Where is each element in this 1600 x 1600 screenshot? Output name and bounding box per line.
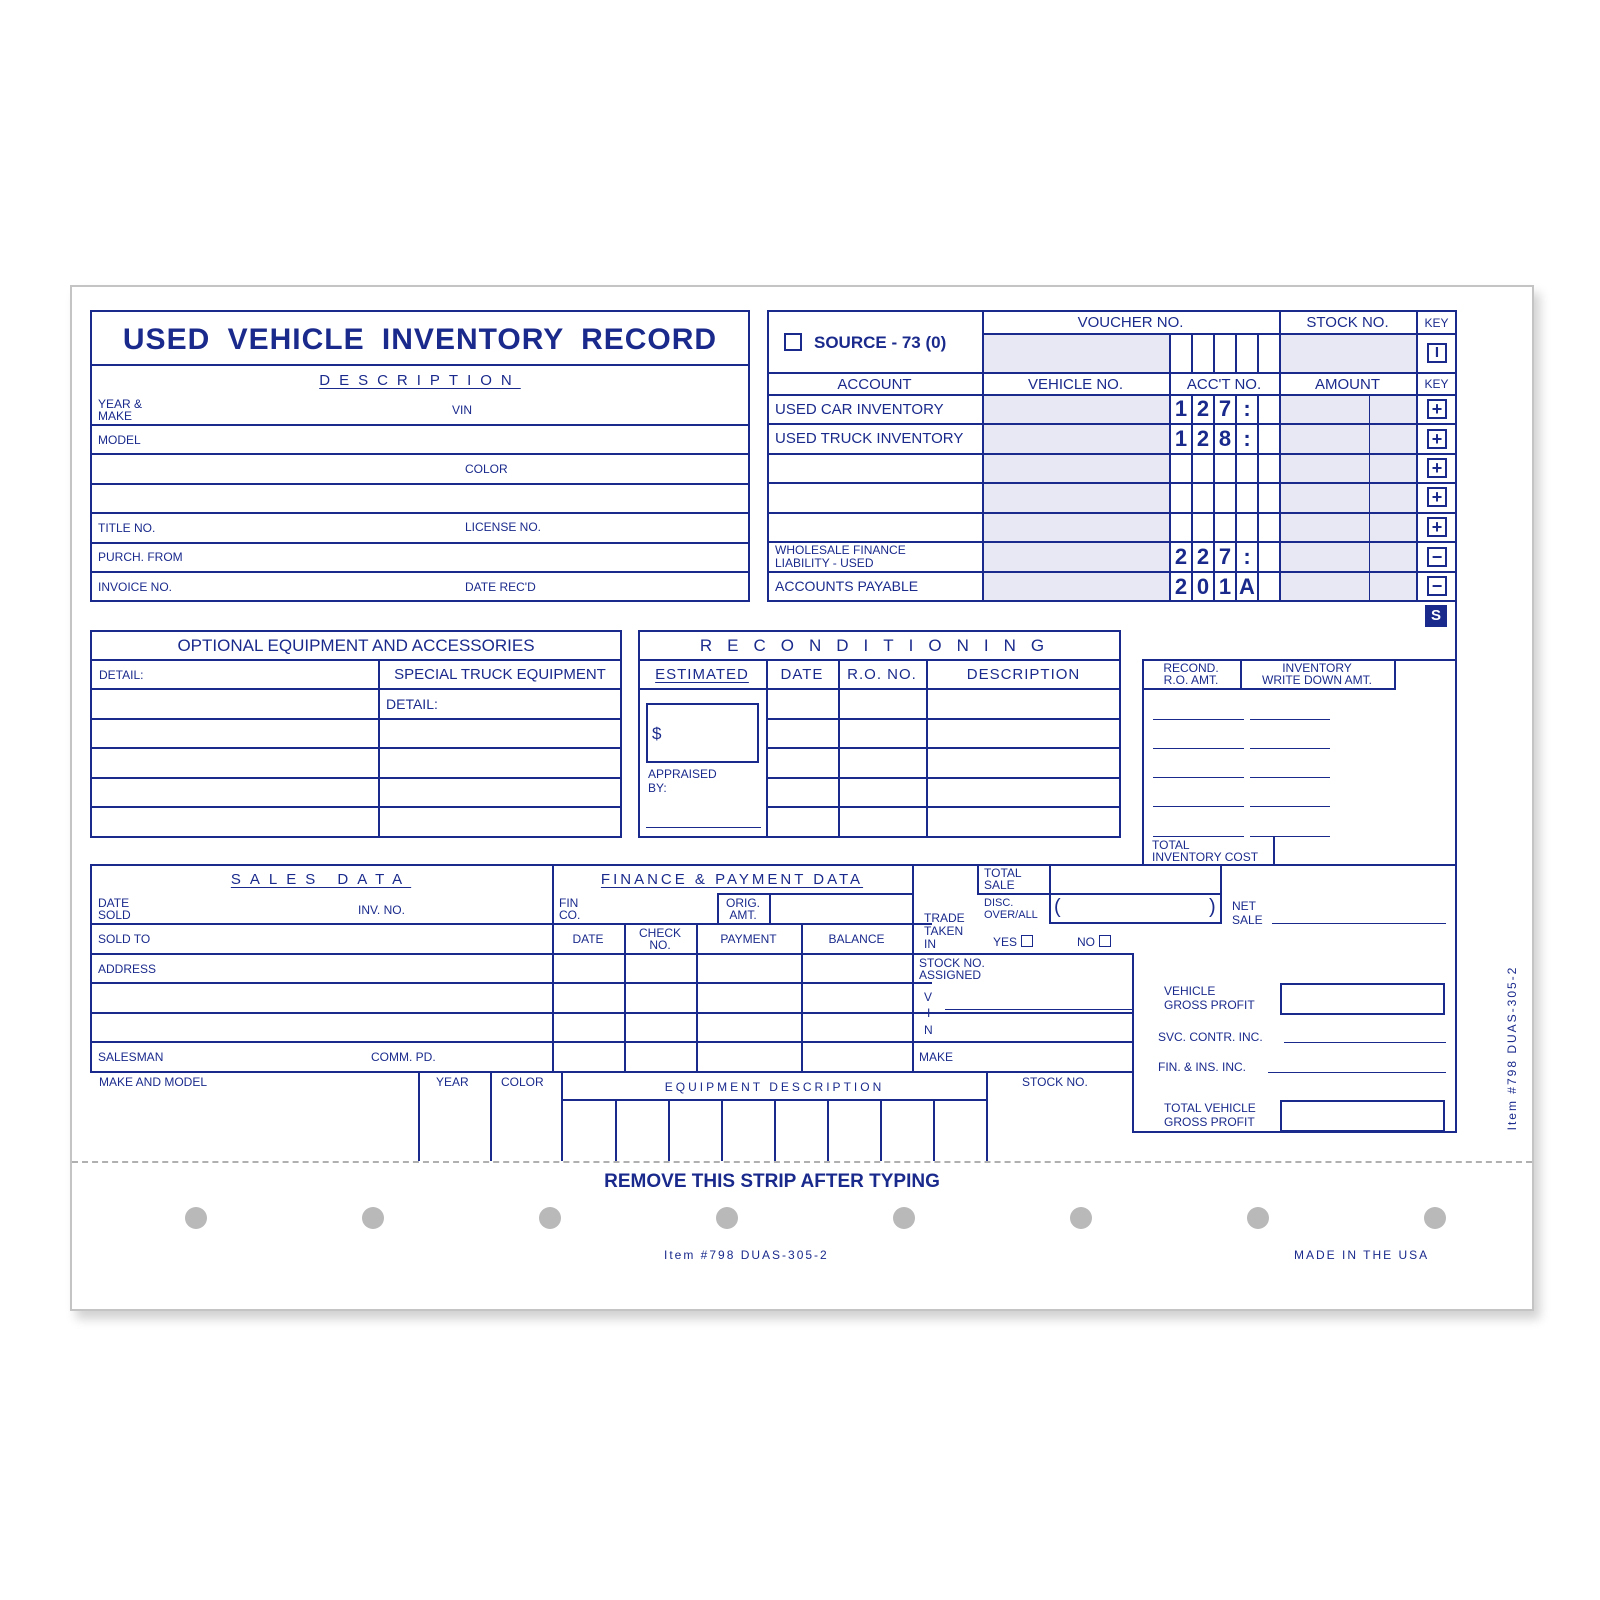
pin-hole: [539, 1207, 561, 1229]
acct-digit: 0: [1196, 574, 1210, 599]
pin-hole: [1424, 1207, 1446, 1229]
account-row-used-truck: USED TRUCK INVENTORY: [775, 430, 964, 447]
yes-text: YES: [993, 935, 1018, 949]
trade-no-label: [1077, 935, 1111, 948]
acct-digit: 1: [1218, 574, 1232, 599]
make-label: MAKE: [919, 1050, 954, 1064]
plus-key-icon: +: [1427, 517, 1447, 537]
pin-hole: [1247, 1207, 1269, 1229]
detail-label-2: DETAIL:: [386, 696, 438, 712]
pin-hole: [362, 1207, 384, 1229]
amount-header: AMOUNT: [1315, 376, 1380, 393]
key-header: KEY: [1424, 377, 1449, 391]
strip-equipment-description: EQUIPMENT DESCRIPTION: [664, 1080, 885, 1094]
dollar-sign: $: [652, 724, 662, 743]
optional-equipment-heading: OPTIONAL EQUIPMENT AND ACCESSORIES: [177, 636, 535, 655]
voucher-no-header: VOUCHER NO.: [1077, 314, 1184, 331]
vin-v: V: [924, 990, 933, 1004]
strip-stock-no: STOCK NO.: [1022, 1075, 1088, 1089]
acct-digit: :: [1243, 396, 1251, 421]
source-label: SOURCE - 73 (0): [814, 333, 947, 352]
account-row-wholesale: WHOLESALE FINANCE LIABILITY - USED: [775, 543, 906, 570]
recond-date-header: DATE: [780, 666, 824, 683]
strip-make-and-model: MAKE AND MODEL: [99, 1075, 208, 1089]
acct-digit: 7: [1218, 544, 1232, 569]
pin-hole: [1070, 1207, 1092, 1229]
acct-digit: 2: [1174, 544, 1188, 569]
svc-contr-inc-label: SVC. CONTR. INC.: [1158, 1030, 1263, 1044]
paren-open: (: [1054, 896, 1061, 918]
special-truck-equipment-label: SPECIAL TRUCK EQUIPMENT: [394, 666, 606, 683]
total-sale-label: TOTAL SALE: [984, 866, 1022, 892]
disc-overall-label: DISC. OVER/ALL: [984, 897, 1038, 921]
inventory-write-down-header: INVENTORY WRITE DOWN AMT.: [1262, 661, 1372, 687]
acct-digit: 2: [1174, 574, 1188, 599]
inv-no-label: INV. NO.: [358, 903, 405, 917]
description-heading: DESCRIPTION: [319, 372, 521, 389]
form-title: USED VEHICLE INVENTORY RECORD: [122, 323, 718, 356]
ro-no-header: R.O. NO.: [847, 666, 917, 683]
plus-key-icon: +: [1427, 399, 1447, 419]
no-text: NO: [1077, 935, 1095, 949]
key-i-box: I: [1427, 343, 1447, 363]
date-recd-label: DATE REC'D: [465, 580, 536, 594]
total-vehicle-gross-profit-box[interactable]: [1280, 1100, 1445, 1132]
form-sheet: [70, 285, 1534, 1311]
finance-date-header: DATE: [572, 932, 604, 946]
color-label: COLOR: [465, 462, 508, 476]
strip-year: YEAR: [436, 1075, 469, 1089]
acct-digit: 8: [1218, 426, 1232, 451]
source-checkbox[interactable]: [784, 333, 802, 351]
account-row-used-car: USED CAR INVENTORY: [775, 401, 944, 418]
stock-no-assigned-label: STOCK NO. ASSIGNED: [919, 956, 985, 982]
acct-digit: 7: [1218, 396, 1232, 421]
footer-item-code: Item #798 DUAS-305-2: [664, 1248, 829, 1262]
trade-yes-label: [993, 935, 1033, 948]
account-header: ACCOUNT: [837, 376, 912, 393]
acct-digit: A: [1239, 574, 1255, 599]
purch-from-label: PURCH. FROM: [98, 550, 183, 564]
estimated-header: ESTIMATED: [655, 666, 749, 683]
yes-checkbox[interactable]: [1021, 935, 1033, 947]
vehicle-no-header: VEHICLE NO.: [1027, 376, 1124, 393]
recond-description-header: DESCRIPTION: [966, 666, 1081, 683]
fin-ins-inc-label: FIN. & INS. INC.: [1158, 1060, 1247, 1074]
detail-label: DETAIL:: [99, 668, 144, 682]
acct-digit: 2: [1196, 544, 1210, 569]
key-header-top: KEY: [1424, 316, 1449, 330]
net-sale-label: NET SALE: [1232, 899, 1263, 927]
invoice-no-label: INVOICE NO.: [98, 580, 173, 594]
appraised-by-label: APPRAISED BY:: [648, 767, 717, 795]
minus-key-icon: −: [1427, 547, 1447, 567]
license-no-label: LICENSE NO.: [465, 520, 542, 534]
total-inventory-cost-label: TOTAL INVENTORY COST: [1152, 838, 1259, 864]
plus-key-icon: +: [1427, 487, 1447, 507]
title-no-label: TITLE NO.: [98, 521, 156, 535]
acct-digit: 2: [1196, 396, 1210, 421]
recond-ro-amt-header: RECOND. R.O. AMT.: [1163, 661, 1219, 687]
made-in-usa: MADE IN THE USA: [1294, 1248, 1430, 1262]
fin-co-label: FIN CO.: [559, 896, 581, 922]
balance-header: BALANCE: [828, 932, 885, 946]
acct-digit: :: [1243, 426, 1251, 451]
s-badge: S: [1425, 605, 1447, 627]
acct-digit: 1: [1174, 426, 1188, 451]
acct-digit: 1: [1174, 396, 1188, 421]
reconditioning-heading: RECONDITIONING: [699, 636, 1060, 655]
trade-taken-in-label: TRADE TAKEN IN: [924, 911, 965, 951]
check-no-header: CHECK NO.: [638, 926, 681, 952]
pin-hole: [716, 1207, 738, 1229]
salesman-label: SALESMAN: [98, 1050, 164, 1064]
pin-hole: [893, 1207, 915, 1229]
total-vehicle-gross-profit-label: TOTAL VEHICLE GROSS PROFIT: [1164, 1101, 1256, 1129]
minus-key-icon: −: [1427, 576, 1447, 596]
address-label: ADDRESS: [98, 962, 157, 976]
account-row-accounts-payable: ACCOUNTS PAYABLE: [775, 578, 919, 594]
no-checkbox[interactable]: [1099, 935, 1111, 947]
stock-no-header: STOCK NO.: [1306, 314, 1389, 331]
remove-strip-text: REMOVE THIS STRIP AFTER TYPING: [604, 1171, 940, 1192]
estimated-amount-box[interactable]: [646, 703, 759, 763]
year-make-label: YEAR & MAKE: [98, 397, 143, 423]
vin-n: N: [924, 1023, 933, 1037]
acct-no-header: ACC'T NO.: [1186, 376, 1262, 393]
pin-hole: [185, 1207, 207, 1229]
payment-header: PAYMENT: [720, 932, 777, 946]
acct-digit: 2: [1196, 426, 1210, 451]
plus-key-icon: +: [1427, 458, 1447, 478]
sold-to-label: SOLD TO: [98, 932, 151, 946]
model-label: MODEL: [98, 433, 141, 447]
perforation-line: [72, 1161, 1532, 1163]
acct-digit: :: [1243, 544, 1251, 569]
vin-i: I: [927, 1006, 931, 1020]
comm-pd-label: COMM. PD.: [371, 1050, 436, 1064]
orig-amt-label: ORIG. AMT.: [725, 896, 760, 922]
vehicle-gross-profit-box[interactable]: [1280, 983, 1445, 1015]
sales-data-heading: SALES DATA: [230, 871, 412, 888]
finance-heading: FINANCE & PAYMENT DATA: [600, 871, 864, 888]
plus-key-icon: +: [1427, 429, 1447, 449]
side-item-code: Item #798 DUAS-305-2: [1505, 965, 1519, 1131]
paren-close: ): [1209, 896, 1216, 918]
vehicle-gross-profit-label: VEHICLE GROSS PROFIT: [1164, 984, 1255, 1012]
vin-label: VIN: [452, 403, 473, 417]
date-sold-label: DATE SOLD: [98, 896, 131, 922]
strip-color: COLOR: [501, 1075, 544, 1089]
